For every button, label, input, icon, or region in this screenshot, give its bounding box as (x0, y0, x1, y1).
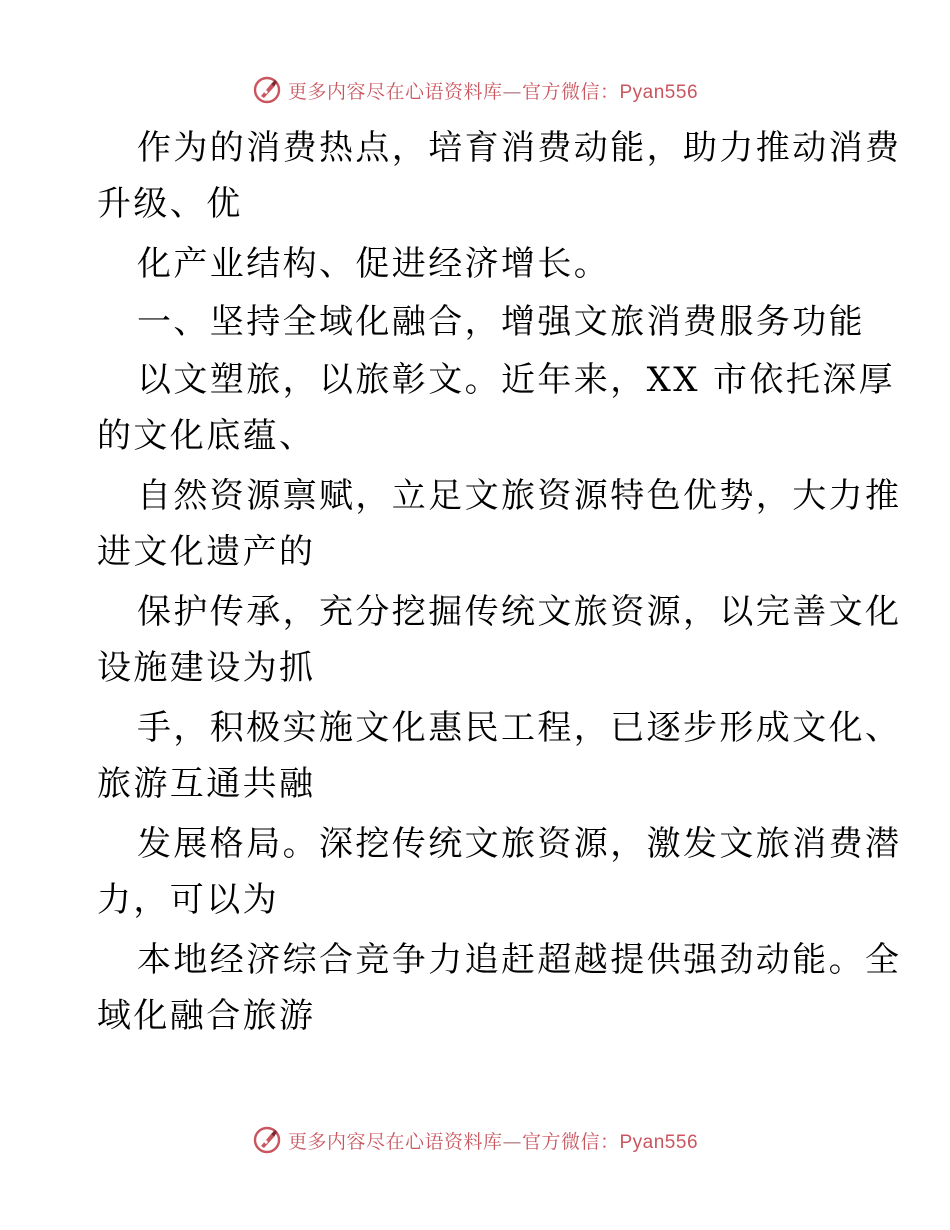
body-line: 域化融合旅游 (97, 996, 316, 1036)
watermark-separator: — (502, 1130, 522, 1153)
watermark-separator: — (502, 80, 522, 103)
pen-nib-circle-icon (252, 1125, 282, 1155)
body-line: 旅游互通共融 (97, 764, 316, 804)
pen-nib-circle-icon (252, 75, 282, 105)
section-heading: 一、坚持全域化融合，增强文旅消费服务功能 (137, 302, 865, 342)
watermark-brand: 更多内容尽在心语资料库 (287, 80, 503, 103)
watermark-handle: Pyan556 (619, 1131, 699, 1153)
footer-watermark (0, 1120, 950, 1160)
body-line: 本地经济综合竞争力追赶超越提供强劲动能。全 (137, 940, 902, 980)
watermark-contact-label: 官方微信： (521, 80, 620, 103)
watermark-brand: 更多内容尽在心语资料库 (287, 1130, 503, 1153)
body-line: 升级、优 (97, 184, 243, 224)
body-line: 力，可以为 (97, 880, 279, 920)
watermark-text (288, 77, 698, 104)
body-line: 发展格局。深挖传统文旅资源，激发文旅消费潜 (137, 824, 902, 864)
body-line: 自然资源禀赋，立足文旅资源特色优势，大力推 (137, 476, 902, 516)
watermark-handle: Pyan556 (619, 81, 699, 103)
body-line: 手，积极实施文化惠民工程，已逐步形成文化、 (137, 708, 902, 748)
body-line: 设施建设为抓 (97, 648, 316, 688)
body-line: 以文塑旅，以旅彰文。近年来，XX 市依托深厚 (137, 360, 896, 400)
header-watermark (0, 70, 950, 110)
body-line: 保护传承，充分挖掘传统文旅资源，以完善文化 (137, 592, 902, 632)
body-line: 化产业结构、促进经济增长。 (137, 244, 611, 284)
body-line: 作为的消费热点，培育消费动能，助力推动消费 (137, 128, 902, 168)
body-line: 进文化遗产的 (97, 532, 316, 572)
body-line: 的文化底蕴、 (97, 416, 316, 456)
watermark-text (288, 1127, 698, 1154)
watermark-contact-label: 官方微信： (521, 1130, 620, 1153)
